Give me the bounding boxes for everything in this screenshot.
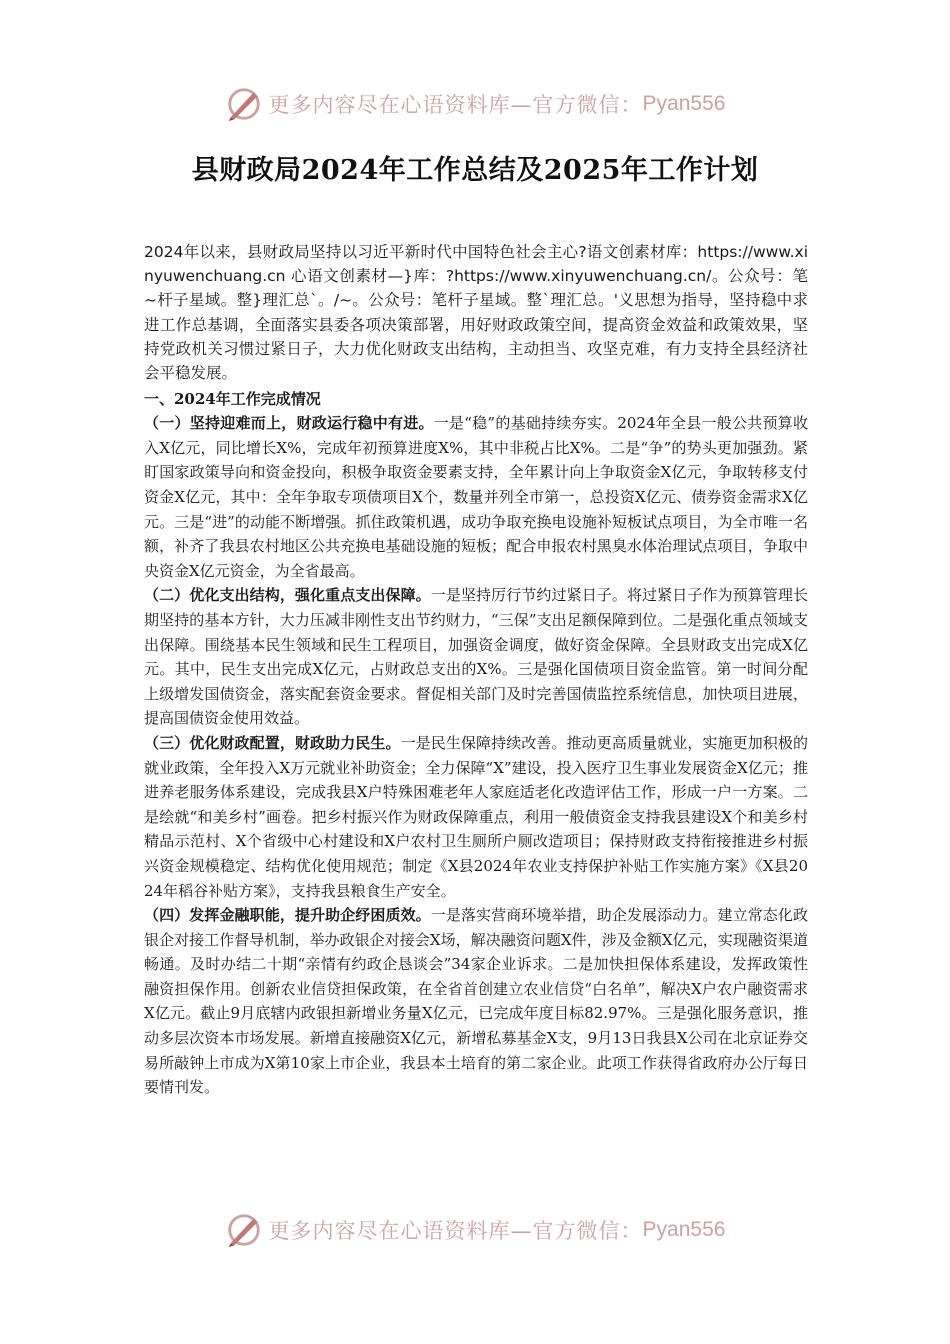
watermark-wechat-id: Pyan556 <box>642 1218 726 1241</box>
paragraph-lead: （一）坚持迎难而上，财政运行稳中有进。 <box>144 414 434 433</box>
paragraph-text: 一是坚持厉行节约过紧日子。将过紧日子作为预算管理长期坚持的基本方针，大力压减非刚性支出节约财力，“三保”支出足额保障到位。二是强化重点领域支出保障。围绕基本民生领域和民生工程项目，加强资金调度，做好资金保障。全县财政支出完成X亿元。其中，民生支出完成X亿元，占财政总支出的X%。三是强化国债项目资金监管。第一时间分配上级增发国债资金，落实配套资金要求。督促相关部门及时完善国债监控系统信息，加快项目进展，提高国债资金使用效益。 <box>144 586 808 728</box>
paragraph-text: 一是民生保障持续改善。推动更高质量就业，实施更加积极的就业政策，全年投入X万元就业补助资金；全力保障“X”建设，投入医疗卫生事业发展资金X亿元；推进养老服务体系建设，完成我县X户特殊困难老年人家庭适老化改造评估工作，形成一户一方案。二是绘就“和美乡村”画卷。把乡村振兴作为财政保障重点，利用一般债资金支持我县建设X个和美乡村精品示范村、X个省级中心村建设和X户农村卫生厕所户厕改造项目；保持财政支持衔接推进乡村振兴资金规模稳定、结构优化使用规范；制定《X县2024年农业支持保护补贴工作实施方案》《X县2024年稻谷补贴方案》，支持我县粮食生产安全。 <box>144 733 808 900</box>
intro-paragraph: 2024年以来，县财政局坚持以习近平新时代中国特色社会主心?语文创素材库：https://www.xinyuwenchuang.cn 心语文创素材—}库：?https://www.xinyuwenchuang.cn/。公众号：笔~杆子星域。整}理汇总`。/~。公众号：笔杆子星域。整`理汇总。'义思想为指导，坚持稳中求进工作总基调，全面落实县委各项决策部署，用好财政政策空间，提高资金效益和政策效果，坚持党政机关习惯过紧日子，大力优化财政支出结构，主动担当、攻坚克难，有力支持全县经济社会平稳发展。 <box>144 243 808 383</box>
body-paragraph <box>144 903 808 1100</box>
watermark-wechat-id: Pyan556 <box>642 92 726 115</box>
watermark-text: 更多内容尽在心语资料库—官方微信： <box>268 93 643 117</box>
body-paragraph <box>144 411 808 583</box>
body-paragraph <box>144 583 808 731</box>
watermark-banner-top <box>0 82 950 126</box>
pen-logo-icon <box>225 85 263 123</box>
body-paragraph <box>144 731 808 903</box>
paragraph-text: 一是“稳”的基础持续夯实。2024年全县一般公共预算收入X亿元，同比增长X%，完成年初预算进度X%，其中非税占比X%。二是“争”的势头更加强劲。紧盯国家政策导向和资金投向，积极争取资金要素支持，全年累计向上争取资金X亿元，争取转移支付资金X亿元，其中：全年争取专项债项目X个，数量并列全市第一，总投资X亿元、债券资金需求X亿元。三是“进”的动能不断增强。抓住政策机遇，成功争取充换电设施补短板试点项目，为全市唯一名额，补齐了我县农村地区公共充换电基础设施的短板；配合申报农村黑臭水体治理试点项目，争取中央资金X亿元资金，为全省最高。 <box>144 414 808 580</box>
document-body <box>144 240 808 1100</box>
section-heading: 一、2024年工作完成情况 <box>144 390 321 409</box>
paragraph-lead: （三）优化财政配置，财政助力民生。 <box>144 733 401 752</box>
paragraph-lead: （四）发挥金融职能，提升助企纾困质效。 <box>144 906 431 925</box>
watermark-banner-bottom <box>0 1208 950 1252</box>
document-title: 县财政局2024年工作总结及2025年工作计划 <box>191 155 759 186</box>
watermark-text: 更多内容尽在心语资料库—官方微信： <box>268 1219 643 1243</box>
pen-logo-icon <box>225 1211 263 1249</box>
paragraph-lead: （二）优化支出结构，强化重点支出保障。 <box>144 586 431 605</box>
paragraph-text: 一是落实营商环境举措，助企发展添动力。建立常态化政银企对接工作督导机制，举办政银企对接会X场，解决融资问题X件，涉及金额X亿元，实现融资渠道畅通。及时办结二十期“亲情有约政企恳谈会”34家企业诉求。二是加快担保体系建设，发挥政策性融资担保作用。创新农业信贷担保政策，在全省首创建立农业信贷“白名单”，解决X户农户融资需求X亿元。截止9月底辖内政银担新增业务量X亿元，已完成年度目标82.97%。三是强化服务意识，推动多层次资本市场发展。新增直接融资X亿元，新增私募基金X支，9月13日我县X公司在北京证券交易所敲钟上市成为X第10家上市企业，我县本土培育的第二家企业。此项工作获得省政府办公厅每日要情刊发。 <box>144 906 808 1097</box>
